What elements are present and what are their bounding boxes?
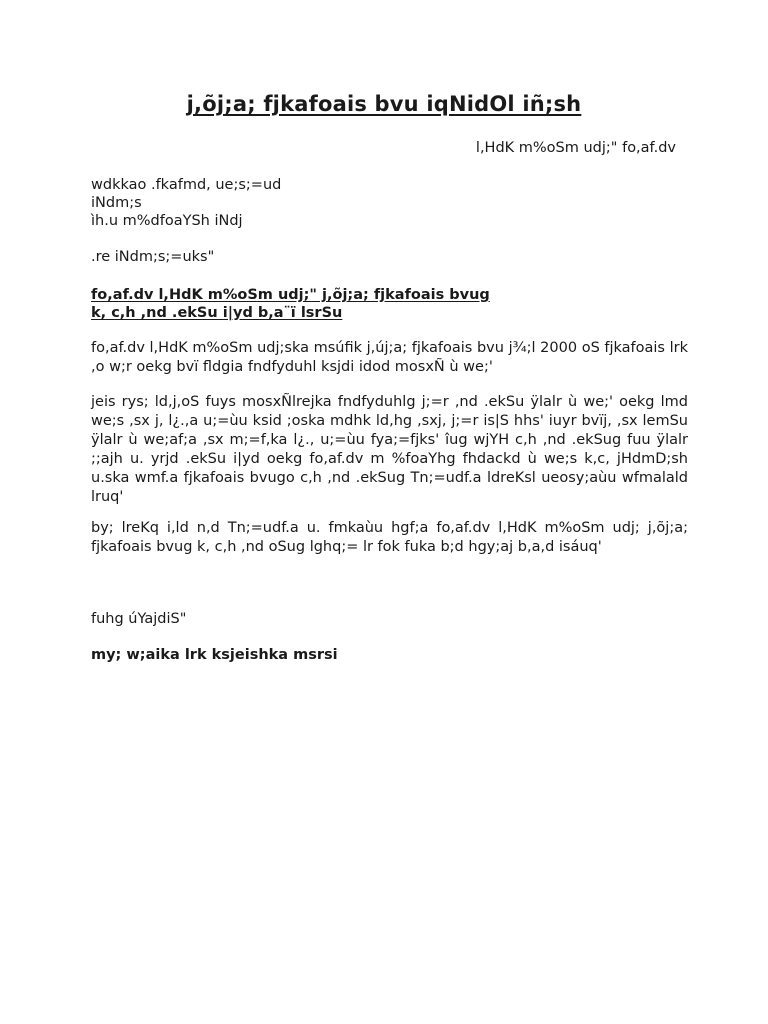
- address-line: wdkkao .fkafmd, ue;s;=ud: [91, 177, 282, 193]
- recipient-address: [91, 176, 281, 230]
- sender-line: l,HdK m%oSm udj;" fo,af.dv: [475, 140, 676, 156]
- body-paragraph: by; lreKq i,ld n,d Tn;=udf.a u. fmkaùu hgf;a fo,af.dv l,HdK m%oSm udj; j,õj;a; fjkafoais bvug k, c,h ,nd oSug lghq;= lr fok fuka b;d hgy;aj b,a,d isáuq': [91, 520, 688, 555]
- subject-line: fo,af.dv l,HdK m%oSm udj;" j,õj;a; fjkafoais bvug: [91, 287, 490, 303]
- subject-line: k, c,h ,nd .ekSu i|yd b,a¨ï lsrSu: [91, 305, 343, 321]
- letter-title: j,õj;a; fjkafoais bvu iqNidOl iñ;sh: [186, 92, 582, 116]
- signature-line: my; w;aika lrk ksjeishka msrsi: [91, 647, 338, 663]
- address-line: ìh.u m%dfoaYSh iNdj: [91, 213, 243, 229]
- subject-heading: [91, 286, 691, 322]
- closing-line: fuhg úYajdiS": [91, 611, 187, 627]
- address-line: iNdm;s: [91, 195, 142, 211]
- body-paragraph: jeis rys; ld,j,oS fuys mosxÑlrejka fndfyduhlg j;=r ,nd .ekSu ÿlalr ù we;' oekg lmd we;s ,sx j, l¿.,a u;=ùu ksid ;oska mdhk ld,hg ,sxj, j;=r is|S hhs' iuyr bvïj, ,sx lemSu ÿlalr ù we;af;a ,sx m;=f,ka l¿., u;=ùu fya;=fjks' îug wjYH c,h ,nd .ekSug fuu ÿlalr ;;ajh u. yrjd .ekSu i|yd oekg fo,af.dv m %foaYhg fhdackd ù we;s k,c, jHdmD;sh u.ska wmf.a fjkafoais bvugo c,h ,nd .ekSug Tn;=udf.a ldreKsl ueosy;aùu wfmalald lruq': [91, 394, 688, 505]
- salutation: .re iNdm;s;=uks": [91, 249, 215, 265]
- body-paragraph: fo,af.dv l,HdK m%oSm udj;ska msúfik j,új;a; fjkafoais bvu j¾;l 2000 oS fjkafoais lrk ,o w;r oekg bvï fldgia fndfyduhl ksjdi idod mosxÑ ù we;': [91, 340, 688, 375]
